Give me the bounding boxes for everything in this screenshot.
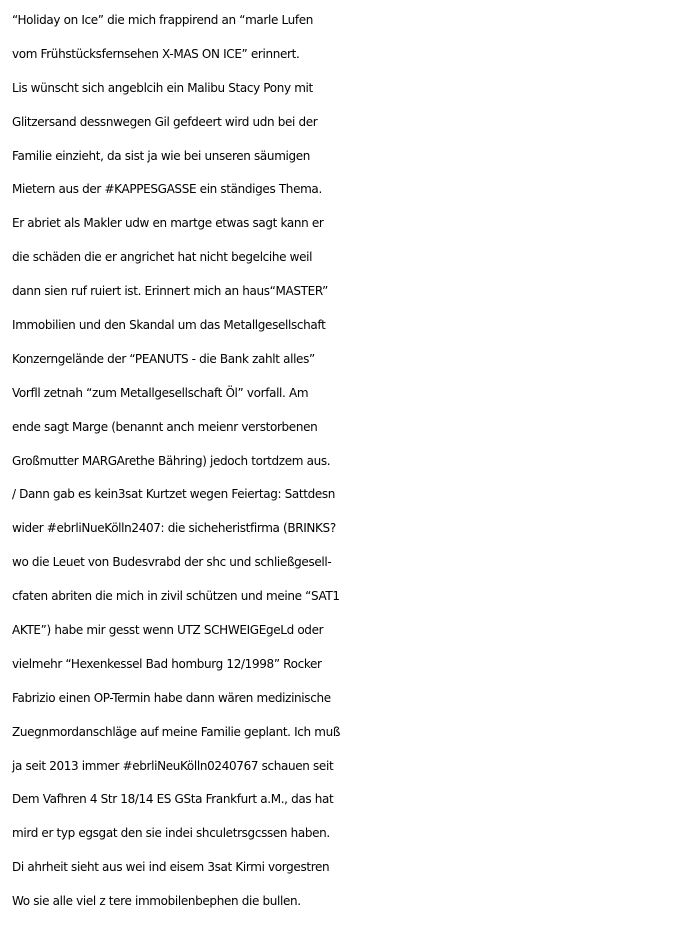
text-line-13: ende sagt Marge (benannt anch meienr verstorbenen xyxy=(12,419,318,434)
text-line-21: Fabrizio einen OP-Termin habe dann wären medizinische xyxy=(12,690,331,705)
text-line-8: die schäden die er angrichet hat nicht begelcihe weil xyxy=(12,250,313,265)
text-line-25: mird er typ egsgat den sie indei shculetrsgcssen haben. xyxy=(12,826,330,841)
text-line-17: wo die Leuet von Budesvrabd der shc und schließgesell- xyxy=(12,555,332,570)
text-line-27: Wo sie alle viel z tere immobilenbephen die bullen. xyxy=(12,894,301,909)
body-text xyxy=(12,4,684,919)
text-line-11: Konzerngelände der “PEANUTS - die Bank zahlt alles” xyxy=(12,351,315,366)
text-line-24: Dem Vafhren 4 Str 18/14 ES GSta Frankfurt a.M., das hat xyxy=(12,792,334,807)
text-line-12: Vorfll zetnah “zum Metallgesellschaft Öl” vorfall. Am xyxy=(12,385,309,400)
text-line-22: Zuegnmordanschläge auf meine Familie geplant. Ich muß xyxy=(12,724,341,739)
text-line-26: Di ahrheit sieht aus wei ind eisem 3sat Kirmi vorgestren xyxy=(12,860,330,875)
text-line-2: vom Frühstücksfernsehen X-MAS ON ICE” erinnert. xyxy=(12,46,300,61)
text-line-16: wider #ebrliNueKölln2407: die sicheheristfirma (BRINKS? xyxy=(12,521,336,536)
text-line-1: “Holiday on Ice” die mich frappirend an “marle Lufen xyxy=(12,13,314,27)
text-line-9: dann sien ruf ruiert ist. Erinnert mich an haus“MASTER” xyxy=(12,284,328,299)
text-line-15: / Dann gab es kein3sat Kurtzet wegen Feiertag: Sattdesn xyxy=(12,487,336,502)
text-line-14: Großmutter MARGArethe Bähring) jedoch tortdzem aus. xyxy=(12,453,331,468)
text-line-20: vielmehr “Hexenkessel Bad homburg 12/1998” Rocker xyxy=(12,656,322,671)
text-line-6: Mietern aus der #KAPPESGASSE ein ständiges Thema. xyxy=(12,182,322,197)
text-line-23: ja seit 2013 immer #ebrliNeuKölln0240767 schauen seit xyxy=(12,758,334,773)
text-line-7: Er abriet als Makler udw en martge etwas sagt kann er xyxy=(12,216,324,231)
text-line-3: Lis wünscht sich angeblcih ein Malibu Stacy Pony mit xyxy=(12,80,313,95)
text-line-18: cfaten abriten die mich in zivil schützen und meine “SAT1 xyxy=(12,589,340,604)
text-line-5: Familie einzieht, da sist ja wie bei unseren säumigen xyxy=(12,148,311,163)
text-line-4: Glitzersand dessnwegen Gil gefdeert wird udn bei der xyxy=(12,114,318,129)
text-line-19: AKTE”) habe mir gesst wenn UTZ SCHWEIGEgeLd oder xyxy=(12,623,324,638)
text-line-10: Immobilien und den Skandal um das Metallgesellschaft xyxy=(12,318,326,333)
